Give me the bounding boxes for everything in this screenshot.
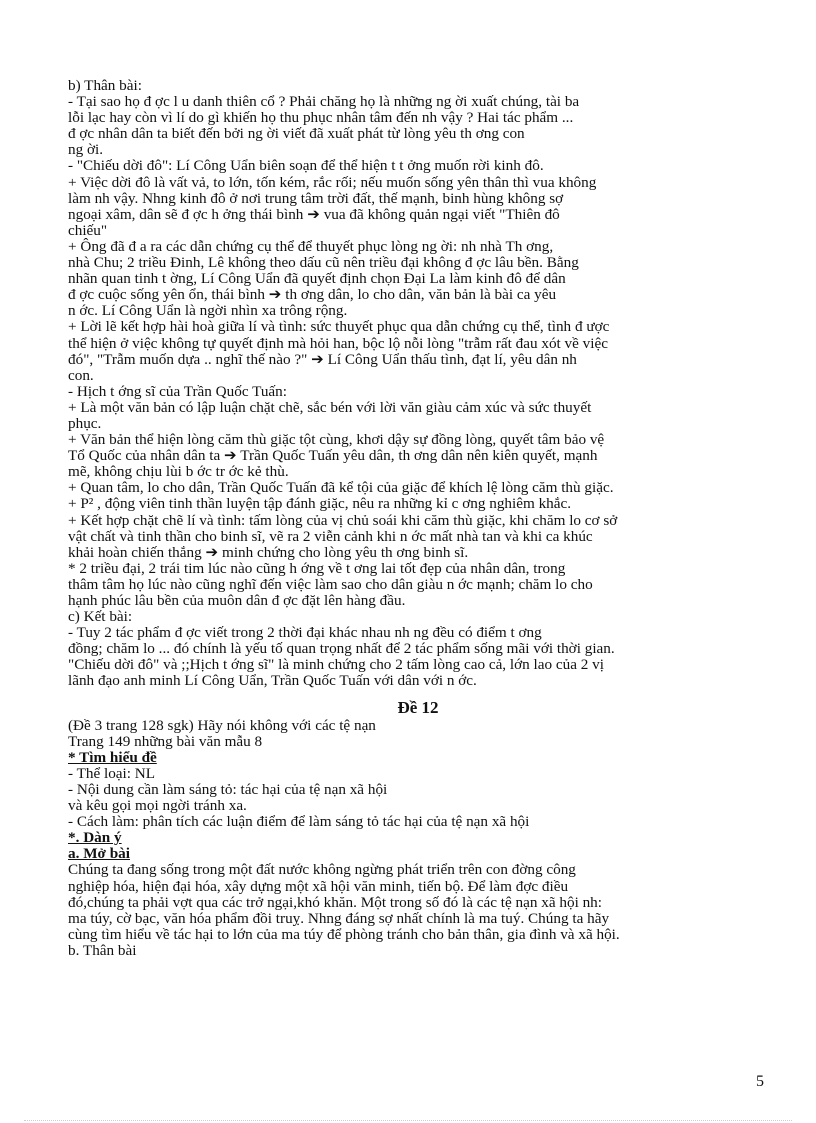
text-line: nhà Chu; 2 triều Đinh, Lê không theo dấu cũ nên triều đại không đ ợc lâu bền. Bằng	[68, 254, 579, 272]
text-line: Trang 149 những bài văn mẫu 8	[68, 732, 263, 750]
text-line: + Văn bản thể hiện lòng căm thù giặc tột cùng, khơi dậy sự đồng lòng, quyết tâm bảo vệ	[68, 431, 605, 449]
text-line: phục.	[68, 414, 102, 432]
text-line: - Hịch t ớng sĩ của Trần Quốc Tuấn:	[68, 382, 287, 400]
text-line: đó,chúng ta phải vợt qua các trở ngại,khó khăn. Một trong số đó là các tệ nạn xã hội nh:	[68, 893, 602, 911]
text-line: - Tại sao họ đ ợc l u danh thiên cổ ? Phải chăng họ là những ng ời xuất chúng, tài ba	[68, 93, 580, 111]
text-line: + P² , động viên tinh thần luyện tập đánh giặc, nêu ra những kỉ c ơng nghiêm khắc.	[68, 495, 572, 513]
text-line: b. Thân bài	[68, 941, 137, 959]
mo-bai-heading: a. Mở bài	[68, 845, 130, 863]
text-line: thâm tâm họ lúc nào cũng nghĩ đến việc làm sao cho dân giàu n ớc mạnh; chăm lo cho	[68, 575, 593, 593]
text-line: vật chất và tinh thần cho binh sĩ, vẽ ra 2 viễn cảnh khi n ớc mất nhà tan và khi ca khúc	[68, 527, 593, 545]
text-line: ngoại xâm, dân sẽ đ ợc h ởng thái bình ➔ vua đã không quản ngại viết "Thiên đô	[68, 205, 560, 223]
text-line: mẽ, không chịu lùi b ớc tr ớc kẻ thù.	[68, 463, 289, 481]
text-line: + Kết hợp chặt chẽ lí và tình: tấm lòng của vị chủ soái khi căm thù giặc, khi chăm lo cơ sở	[68, 511, 618, 529]
text-line: - Nội dung cần làm sáng tỏ: tác hại của tệ nạn xã hội	[68, 780, 388, 798]
text-line: ma túy, cờ bạc, văn hóa phẩm đồi truỵ. Nhng đáng sợ nhất chính là ma tuý. Chúng ta hãy	[68, 909, 610, 927]
text-line: đ ợc cuộc sống yên ổn, thái bình ➔ th ơng dân, lo cho dân, văn bản là bài ca yêu	[68, 286, 557, 304]
text-line: làm nh vậy. Nhng kinh đô ở nơi trung tâm trời đất, thế mạnh, binh hùng không sợ	[68, 189, 564, 207]
tim-hieu-de-heading: * Tìm hiểu đề	[68, 748, 157, 766]
text-line: - Tuy 2 tác phẩm đ ợc viết trong 2 thời đại khác nhau nh ng đều có điểm t ơng	[68, 624, 542, 642]
heading-de-12: Đề 12	[397, 697, 439, 717]
text-line: hạnh phúc lâu bền của muôn dân đ ợc đặt lên hàng đầu.	[68, 592, 406, 609]
text-line: đ ợc nhân dân ta biết đến bởi ng ời viết đã xuất phát từ lòng yêu th ơng con	[68, 125, 525, 143]
text-line: thể hiện ở việc không tự quyết định mà hỏi han, bộc lộ nỗi lòng "trẫm rất đau xót về việc	[68, 334, 608, 352]
text-line: - "Chiếu dời đô": Lí Công Uẩn biên soạn để thể hiện t t ởng muốn rời kinh đô.	[68, 157, 544, 175]
text-line: + Là một văn bản có lập luận chặt chẽ, sắc bén với lời văn giàu cảm xúc và sức thuyết	[68, 398, 592, 416]
document-page	[68, 78, 768, 959]
text-line: (Đề 3 trang 128 sgk) Hãy nói không với các tệ nạn	[68, 716, 376, 734]
text-line: + Việc dời đô là vất vả, to lớn, tốn kém, rắc rối; nếu muốn sống yên thân thì vua không	[68, 173, 597, 191]
text-line: nghiệp hóa, hiện đại hóa, xây dựng một xã hội văn minh, tiến bộ. Để làm đợc điều	[68, 877, 569, 895]
section-de-bai	[68, 718, 768, 750]
text-line: cùng tìm hiểu về tác hại to lớn của ma túy để phòng tránh cho bản thân, gia đình và xã hội.	[68, 925, 620, 943]
text-line: ng ời.	[68, 141, 104, 159]
text-line: khải hoàn chiến thắng ➔ minh chứng cho lòng yêu th ơng binh sĩ.	[68, 543, 469, 561]
text-line: + Lời lẽ kết hợp hài hoà giữa lí và tình: sức thuyết phục qua dẫn chứng cụ thể, tình đ ược	[68, 318, 610, 336]
section-tim-hieu-de	[68, 766, 768, 830]
text-line: lỗi lạc hay còn vì lí do gì khiến họ thu phục nhân tâm đến nh vậy ? Hai tác phẩm ...	[68, 109, 574, 127]
text-line: Chúng ta đang sống trong một đất nước không ngừng phát triển trên con đờng công	[68, 861, 576, 879]
text-line: n ớc. Lí Công Uẩn là ngời nhìn xa trông rộng.	[68, 302, 348, 320]
text-line: + Ông đã đ a ra các dẫn chứng cụ thể để thuyết phục lòng ng ời: nh nhà Th ơng,	[68, 237, 554, 255]
text-line: Tổ Quốc của nhân dân ta ➔ Trần Quốc Tuấn yêu dân, th ơng dân nên kiên quyết, mạnh	[68, 447, 598, 465]
text-line: đó", "Trẫm muốn dựa .. nghĩ thế nào ?" ➔ Lí Công Uẩn thấu tình, đạt lí, yêu dân nh	[68, 350, 577, 368]
text-line: - Thể loại: NL	[68, 764, 156, 782]
text-line: + Quan tâm, lo cho dân, Trần Quốc Tuấn đã kể tội của giặc để khích lệ lòng căm thù giặc.	[68, 479, 614, 497]
text-line: "Chiếu dời đô" và ;;Hịch t ớng sĩ" là minh chứng cho 2 tấm lòng cao cả, lớn lao của 2 vị	[68, 656, 604, 674]
text-line: * 2 triều đại, 2 trái tim lúc nào cũng h ớng về t ơng lai tốt đẹp của nhân dân, trong	[68, 559, 566, 577]
section-than-bai-chieu-hich	[68, 78, 768, 690]
section-mo-bai	[68, 862, 768, 959]
text-line: nhãn quan tinh t ờng, Lí Công Uẩn đã quyết định chọn Đại La làm kinh đô để dân	[68, 270, 566, 288]
footer-divider	[24, 1120, 792, 1121]
text-line: chiếu"	[68, 221, 108, 239]
page-number: 5	[756, 1073, 764, 1090]
text-line: lãnh đạo anh minh Lí Công Uẩn, Trần Quốc Tuấn với dân với n ớc.	[68, 672, 477, 690]
dan-y-heading: *. Dàn ý	[68, 829, 122, 847]
text-line: và kêu gọi mọi ngời tránh xa.	[68, 797, 247, 815]
text-line: con.	[68, 366, 94, 384]
text-line: đồng; chăm lo ... đó chính là yếu tố quan trọng nhất để 2 tác phẩm sống mãi với thời gian.	[68, 640, 615, 658]
text-line: b) Thân bài:	[68, 77, 142, 94]
text-line: c) Kết bài:	[68, 608, 133, 626]
text-line: - Cách làm: phân tích các luận điểm để làm sáng tỏ tác hại của tệ nạn xã hội	[68, 813, 530, 831]
